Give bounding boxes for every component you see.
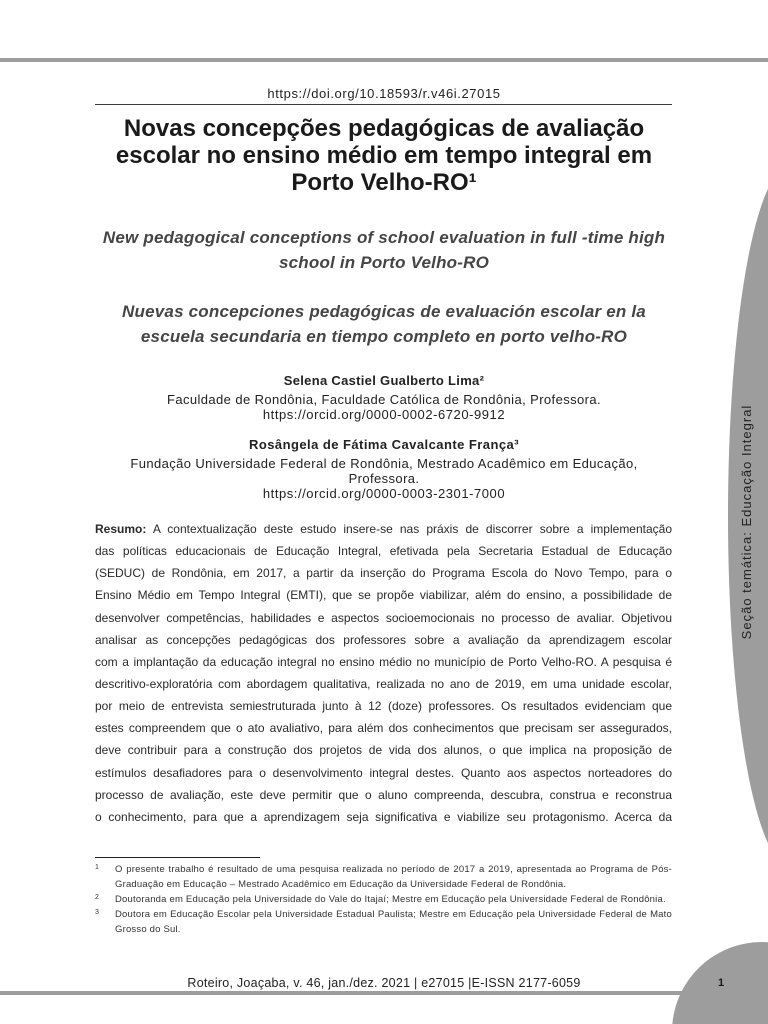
abstract-line: estímulos desafiadores para o desenvolvimento integral destes. Quanto aos aspectos norteadores do (95, 765, 672, 780)
abstract-line: Ensino Médio em Tempo Integral (EMTI), que se propõe viabilizar, além do ensino, a possibilidade de (95, 588, 672, 603)
author-name: Selena Castiel Gualberto Lima² (283, 373, 485, 388)
author-2 (0, 437, 768, 501)
doi-divider (95, 104, 672, 105)
abstract-line: por meio de entrevista semiestruturada junto à 12 (doze) professores. Os resultados evidenciam que (95, 699, 672, 714)
affiliation-line: Professora. (348, 471, 420, 486)
abstract-label: Resumo: (95, 522, 147, 536)
footnotes (95, 862, 672, 937)
footnote-line: Graduação em Educação – Mestrado Acadêmico em Educação da Universidade Federal de Rondônia. (115, 879, 567, 890)
doi-link[interactable]: https://doi.org/10.18593/r.v46i.27015 (267, 86, 501, 101)
abstract-line: desenvolver competências, habilidades e aspectos socioemocionais no processo de avaliar. Objetivou (95, 610, 672, 625)
abstract-line: das políticas educacionais de Educação Integral, efetivada pela Secretaria Estadual de Educação (95, 544, 672, 559)
footnote-marker: 3 (95, 909, 100, 916)
abstract-line: processo de avaliação, este deve permitir que o aluno compreenda, descubra, construa e reconstrua (95, 787, 672, 802)
title-english-line: New pedagogical conceptions of school evaluation in full -time high (102, 228, 666, 247)
abstract-line: o conhecimento, para que a aprendizagem seja significativa e viabilize seu protagonismo. Acerca da (95, 809, 672, 824)
author-affiliation (0, 456, 768, 486)
top-rule (0, 58, 768, 62)
abstract-text: A contextualização deste estudo insere-se nas práxis de discorrer sobre a implementação (152, 522, 673, 536)
footnote-3 (95, 907, 672, 937)
abstract-line (95, 518, 672, 540)
author-name: Rosângela de Fátima Cavalcante França³ (249, 437, 519, 452)
abstract-line: descritivo-exploratória com abordagem qualitativa, realizada no ano de 2019, em uma unidade escolar, (95, 676, 672, 691)
article-title (0, 115, 768, 196)
footnote-divider (95, 857, 260, 858)
title-spanish (0, 299, 768, 349)
orcid-link[interactable]: https://orcid.org/0000-0003-2301-7000 (262, 486, 506, 501)
affiliation-line: Faculdade de Rondônia, Faculdade Católica de Rondônia, Professora. (167, 392, 601, 407)
title-line: Novas concepções pedagógicas de avaliação (123, 115, 645, 142)
title-line: escolar no ensino médio em tempo integral em (115, 142, 653, 169)
footer-citation: Roteiro, Joaçaba, v. 46, jan./dez. 2021 | e27015 |E-ISSN 2177-6059 (187, 976, 581, 990)
page-number: 1 (717, 977, 725, 989)
footnote-line: O presente trabalho é resultado de uma pesquisa realizada no período de 2017 a 2019, apresentada ao Programa de Pós- (115, 864, 672, 875)
footnote-1 (95, 862, 672, 892)
abstract-line: (SEDUC) de Rondônia, em 2017, a partir da inserção do Programa Escola do Novo Tempo, para o (95, 566, 672, 581)
side-section-label: Seção temática: Educação Integral (739, 404, 754, 640)
abstract (95, 518, 672, 828)
footnote-text (115, 862, 672, 892)
orcid-link[interactable]: https://orcid.org/0000-0002-6720-9912 (262, 407, 506, 422)
abstract-line: deve contribuir para a construção dos projetos de vida dos alunos, o que implica na proposição de (95, 743, 672, 758)
footnote-marker: 1 (95, 864, 100, 871)
abstract-line: analisar as concepções pedagógicas dos professores sobre a avaliação da aprendizagem escolar (95, 632, 672, 647)
abstract-line: com a implantação da educação integral no ensino médio no município de Porto Velho-RO. A pesquisa é (95, 654, 672, 669)
author-affiliation (0, 392, 768, 407)
author-1 (0, 373, 768, 422)
title-english (0, 225, 768, 275)
footnote-marker: 2 (95, 894, 100, 901)
bottom-rule (0, 991, 700, 995)
abstract-line: estes compreendem que o ato avaliativo, para além dos conhecimentos que precisam ser assegurados, (95, 721, 672, 736)
title-english-line: school in Porto Velho-RO (278, 253, 490, 272)
footnote-line: Grosso do Sul. (115, 924, 181, 935)
footnote-line: Doutoranda em Educação pela Universidade do Vale do Itajaí; Mestre em Educação pela Universidade Federal de Rondônia. (115, 894, 666, 905)
footnote-text (115, 907, 672, 937)
footnote-line: Doutora em Educação Escolar pela Universidade Estadual Paulista; Mestre em Educação pela Universidade Federal de Mato (115, 909, 672, 920)
affiliation-line: Fundação Universidade Federal de Rondônia, Mestrado Acadêmico em Educação, (130, 456, 638, 471)
title-spanish-line: escuela secundaria en tiempo completo en porto velho-RO (140, 327, 628, 346)
title-line: Porto Velho-RO¹ (291, 169, 477, 196)
footnote-2 (95, 892, 672, 907)
title-spanish-line: Nuevas concepciones pedagógicas de evaluación escolar en la (122, 302, 646, 321)
footnote-text (115, 892, 672, 907)
